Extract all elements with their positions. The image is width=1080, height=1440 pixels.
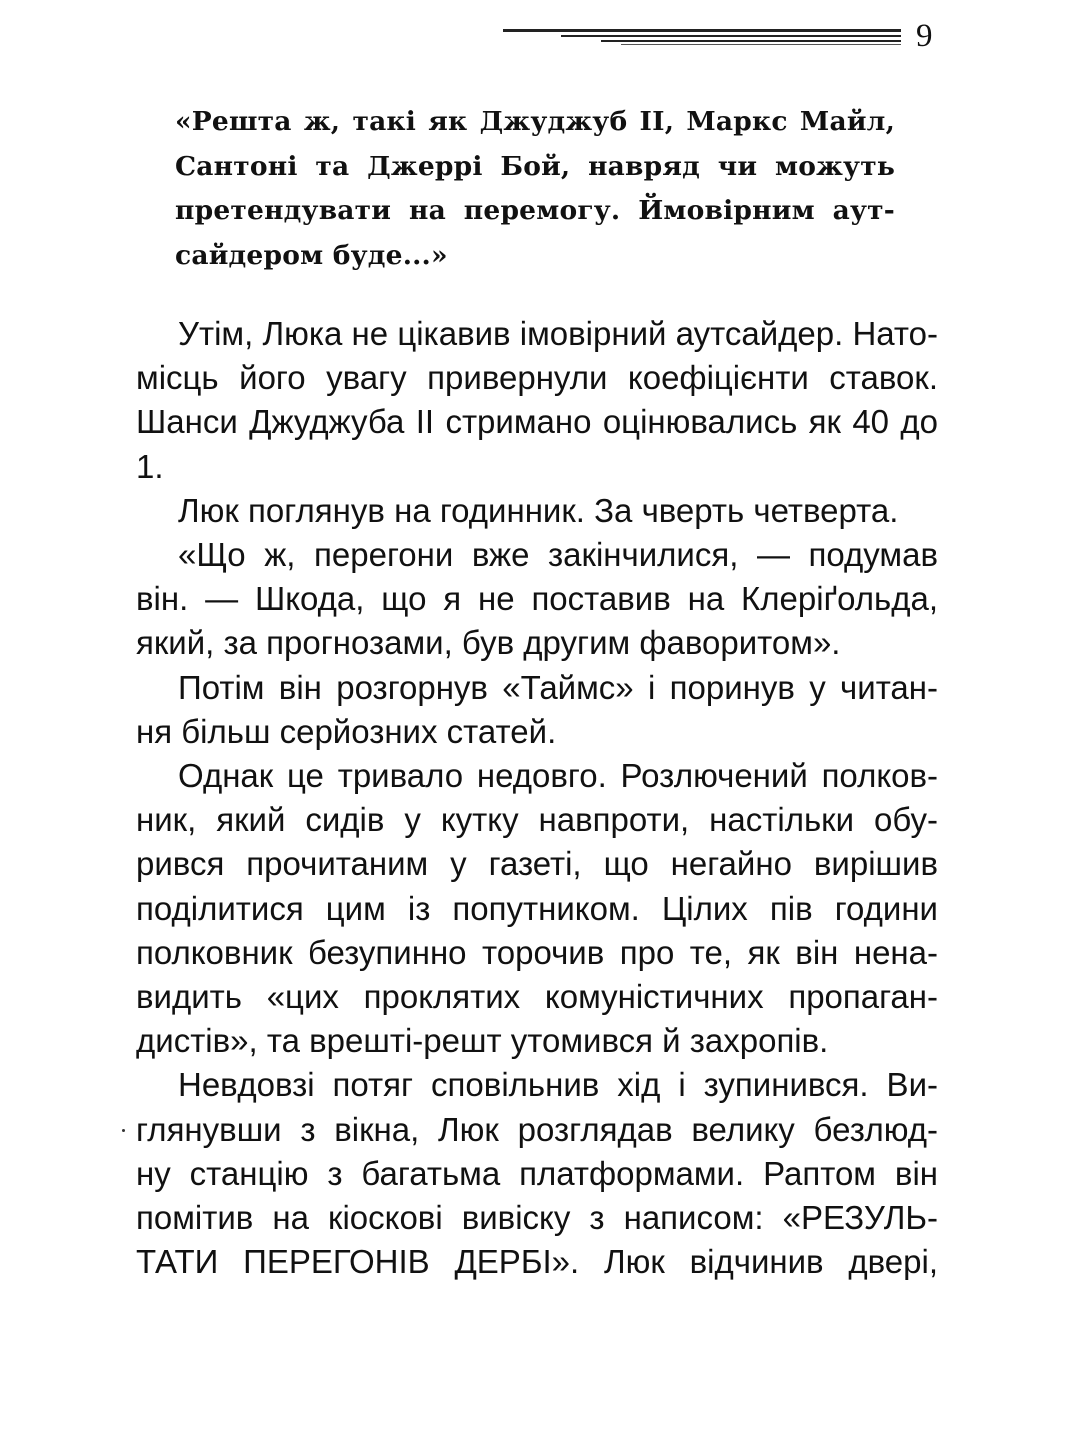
paragraph-line: він. — Шкода, що я не поставив на Клеріґольда, [136, 580, 938, 618]
paragraph-line: глянувши з вікна, Люк розглядав велику безлюд- [136, 1110, 938, 1148]
paragraph-line: Утім, Люка не цікавив імовірний аутсайдер. Нато- [178, 315, 938, 352]
margin-speck [122, 1129, 125, 1132]
body-text [136, 312, 938, 1284]
quote-line: сайдером буде...» [175, 239, 448, 271]
paragraph-line: ТАТИ ПЕРЕГОНІВ ДЕРБІ». Люк відчинив двері, [136, 1243, 938, 1281]
header-rule-line [503, 29, 901, 32]
quote-line: «Решта ж, такі як Джуджуб II, Маркс Майл, [175, 106, 895, 137]
paragraph-line: дистів», та врешті-решт утомився й захропів. [136, 1022, 829, 1060]
paragraph-line: ну станцію з багатьма платформами. Раптом він [136, 1154, 938, 1192]
paragraph-line: Шанси Джуджуба II стримано оцінювались як 40 до 1. [136, 403, 938, 485]
quote-line: Сантоні та Джеррі Бой, навряд чи можуть [175, 150, 895, 182]
header-rule-line [621, 44, 901, 45]
paragraph-line: видить «цих проклятих комуністичних пропаган- [136, 978, 938, 1016]
paragraph-line: який, за прогнозами, був другим фаворитом». [136, 624, 841, 662]
paragraph-line: ня більш серйозних статей. [136, 712, 557, 750]
paragraph-line: ник, який сидів у кутку навпроти, настільки обу- [136, 801, 938, 839]
paragraph-line: «Що ж, перегони вже закінчилися, — подумав [178, 536, 938, 574]
header-rule-line [561, 35, 901, 37]
paragraph-line: Однак це тривало недовго. Розлючений полков- [178, 757, 938, 795]
newspaper-quote [175, 100, 895, 278]
header-rule [503, 29, 901, 47]
paragraph-line: рився прочитаним у газеті, що негайно вирішив [136, 845, 938, 883]
paragraph-line: місць його увагу привернули коефіцієнти ставок. [136, 359, 938, 397]
paragraph-line: поділитися цим із попутником. Цілих пів години [136, 889, 938, 927]
quote-line: претендувати на перемогу. Ймовірним аут- [175, 195, 895, 226]
paragraph-line: Люк поглянув на годинник. За чверть четверта. [178, 491, 899, 529]
paragraph-line: помітив на кіоскові вивіску з написом: «РЕЗУЛЬ- [136, 1199, 938, 1237]
header-rule-line [601, 40, 901, 42]
paragraph-line: Потім він розгорнув «Таймс» і поринув у читан- [178, 668, 938, 706]
paragraph-line: полковник безупинно торочив про те, як він нена- [136, 933, 938, 971]
page-number: 9 [916, 18, 933, 54]
paragraph-line: Невдовзі потяг сповільнив хід і зупинився. Ви- [178, 1066, 938, 1104]
